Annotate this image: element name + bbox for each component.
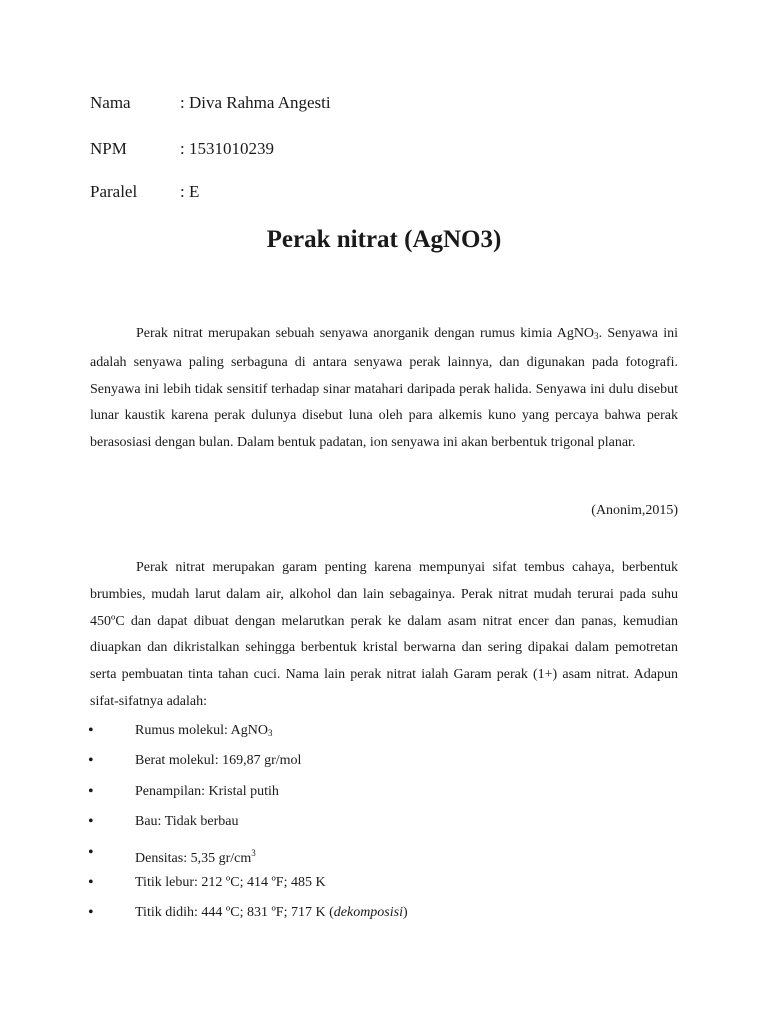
property-densitas-text: Densitas: 5,35 gr/cm <box>135 850 252 866</box>
paragraph-intro-start: Perak nitrat merupakan sebuah senyawa anorganik dengan rumus kimia AgNO <box>136 326 595 341</box>
property-titik-lebur: Titik lebur: 212 ºC; 414 ºF; 485 K <box>135 874 326 890</box>
list-item <box>90 746 678 776</box>
bullet-icon: • <box>88 843 94 861</box>
properties-list <box>90 716 678 929</box>
bullet-icon: • <box>88 873 94 891</box>
info-row-paralel <box>90 182 199 202</box>
property-bau: Bau: Tidak berbau <box>135 814 239 830</box>
property-titik-didih <box>135 898 408 928</box>
npm-value: : 1531010239 <box>180 139 274 158</box>
bullet-icon: • <box>88 782 94 800</box>
paragraph-intro-subscript: 3 <box>594 331 599 341</box>
paragraph-intro <box>90 321 678 457</box>
list-item <box>90 898 678 928</box>
nama-label: Nama <box>90 93 131 112</box>
list-item <box>90 838 678 868</box>
paragraph-intro-rest: . Senyawa ini adalah senyawa paling serbaguna di antara senyawa perak lainnya, dan digunakan pada fotografi. Senyawa ini lebih tidak sensitif terhadap sinar matahari daripada perak halida. Senyawa ini dulu disebut lunar kaustik karena perak dulunya disebut luna oleh para alkemis kuno yang percaya bahwa perak berasosiasi dengan bulan. Dalam bentuk padatan, ion senyawa ini akan berbentuk trigonal planar. <box>90 326 678 451</box>
document-title: Perak nitrat (AgNO3) <box>266 226 502 253</box>
list-item <box>90 868 678 898</box>
property-titik-didih-text: Titik didih: 444 ºC; 831 ºF; 717 K ( <box>135 905 334 921</box>
citation: (Anonim,2015) <box>591 503 678 518</box>
list-item <box>90 777 678 807</box>
property-rumus-subscript: 3 <box>268 728 273 738</box>
bullet-icon: • <box>88 722 94 739</box>
nama-value: : Diva Rahma Angesti <box>180 93 331 112</box>
property-penampilan: Penampilan: Kristal putih <box>135 783 279 799</box>
npm-label: NPM <box>90 139 127 158</box>
info-row-nama <box>90 93 331 113</box>
property-rumus-text: Rumus molekul: AgNO <box>135 723 269 738</box>
info-row-npm <box>90 139 274 159</box>
property-berat: Berat molekul: 169,87 gr/mol <box>135 753 302 769</box>
property-titik-didih-close: ) <box>402 905 408 921</box>
paralel-value: : E <box>180 182 200 201</box>
bullet-icon: • <box>88 752 94 770</box>
list-item <box>90 716 678 746</box>
paralel-label: Paralel <box>90 182 138 201</box>
property-titik-didih-italic: dekomposisi <box>333 905 403 921</box>
property-densitas-superscript: 3 <box>251 847 256 858</box>
list-item <box>90 807 678 837</box>
bullet-icon: • <box>88 904 94 922</box>
bullet-icon: • <box>88 813 94 831</box>
paragraph-properties-intro: Perak nitrat merupakan garam penting karena mempunyai sifat tembus cahaya, berbentuk brumbies, mudah larut dalam air, alkohol dan lain sebagainya. Perak nitrat mudah terurai pada suhu 450ºC dan dapat dibuat dengan melarutkan perak ke dalam asam nitrat encer dan panas, kemudian diuapkan dan dikristalkan sehingga berbentuk kristal berwarna dan sering dipakai dalam pemotretan serta pembuatan tinta tahan cuci. Nama lain perak nitrat ialah Garam perak (1+) asam nitrat. Adapun sifat-sifatnya adalah: <box>90 560 678 709</box>
property-rumus <box>135 716 273 748</box>
